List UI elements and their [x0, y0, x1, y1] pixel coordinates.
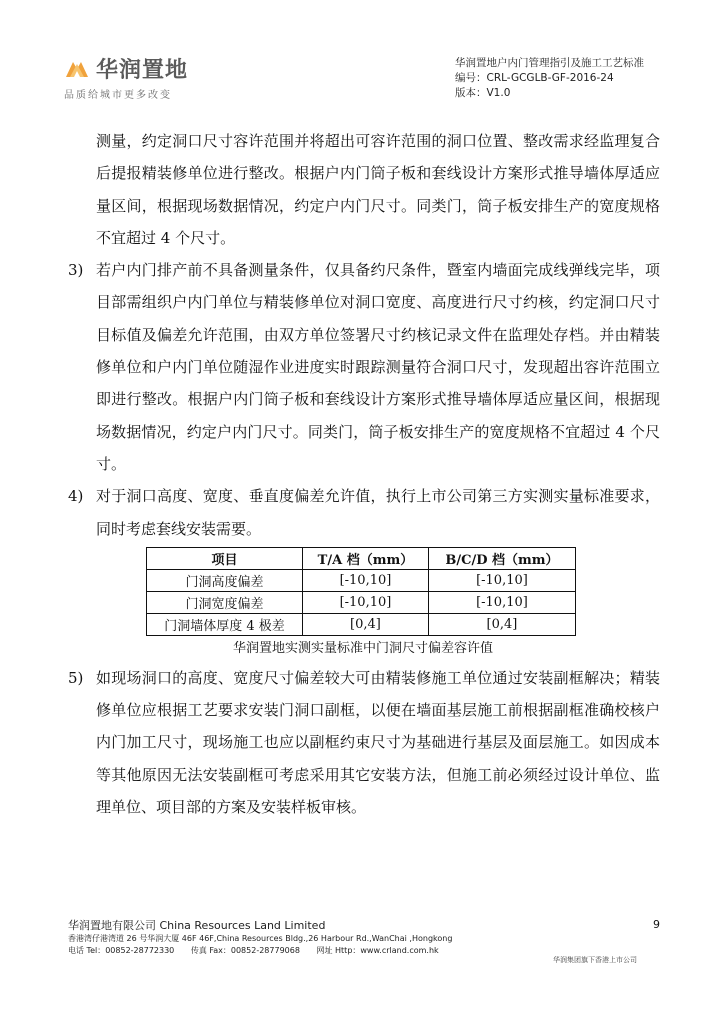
table-cell: 门洞宽度偏差 — [147, 591, 303, 613]
table-row — [147, 613, 576, 635]
table-cell: [0,4] — [303, 613, 429, 635]
logo-mark-icon — [64, 53, 90, 79]
table-header-cell: T/A 档（mm） — [303, 547, 429, 569]
list-item-number: 5) — [68, 668, 84, 687]
list-item-text: 如现场洞口的高度、宽度尺寸偏差较大可由精装修施工单位通过安装副框解决；精装修单位应根据工艺要求安装门洞口副框，以便在墙面基层施工前根据副框准确校核户内门加工尺寸，现场施工也应以副框约束尺寸为基础进行基层及面层施工。如因成本等其他原因无法安装副框可考虑采用其它安装方法，但施工前必须经过设计单位、监理单位、项目部的方案及安装样板审核。 — [96, 668, 660, 817]
table-row — [147, 591, 576, 613]
document-meta — [455, 56, 644, 101]
document-number: 编号：CRL-GCGLB-GF-2016-24 — [455, 72, 614, 84]
table-cell: [-10,10] — [428, 569, 575, 591]
document-version: 版本：V1.0 — [455, 87, 511, 99]
table-header-row — [147, 547, 576, 569]
footer-web: 网址 Http：www.crland.com.hk — [316, 946, 439, 955]
table-cell: [-10,10] — [303, 569, 429, 591]
deviation-table-block — [68, 547, 660, 656]
list-item-number: 3) — [68, 261, 84, 280]
footer-contact — [68, 945, 453, 957]
document-body — [68, 125, 660, 823]
table-cell: [-10,10] — [303, 591, 429, 613]
document-title: 华润置地户内门管理指引及施工工艺标准 — [455, 57, 644, 69]
footer-address: 香港湾仔港湾道 26 号华润大厦 46F 46F,China Resources Bldg.,26 Harbour Rd.,WanChai ,Hongkong — [68, 934, 453, 943]
paragraph-continued: 测量，约定洞口尺寸容许范围并将超出可容许范围的洞口位置、整改需求经监理复合后提报精装修单位进行整改。根据户内门筒子板和套线设计方案形式推导墙体厚适应量区间，根据现场数据情况，约定户内门尺寸。同类门，筒子板安排生产的宽度规格不宜超过 4 个尺寸。 — [96, 132, 660, 247]
list-item-3 — [68, 254, 660, 480]
footer-listed-note: 华润集团旗下香港上市公司 — [553, 956, 637, 964]
table-row — [147, 569, 576, 591]
table-cell: [-10,10] — [428, 591, 575, 613]
logo-slogan: 品质给城市更多改变 — [64, 90, 172, 101]
table-header-cell: 项目 — [147, 547, 303, 569]
table-cell: 门洞墙体厚度 4 极差 — [147, 613, 303, 635]
list-item-text: 对于洞口高度、宽度、垂直度偏差允许值，执行上市公司第三方实测实量标准要求，同时考虑套线安装需要。 — [96, 487, 660, 538]
footer-tel: 电话 Tel：00852-28772330 — [68, 946, 175, 955]
footer-fax: 传真 Fax：00852-28779068 — [190, 946, 300, 955]
list-item-4 — [68, 480, 660, 545]
table-header-cell: B/C/D 档（mm） — [428, 547, 575, 569]
deviation-table — [146, 547, 576, 636]
table-cell: 门洞高度偏差 — [147, 569, 303, 591]
table-cell: [0,4] — [428, 613, 575, 635]
footer-company: 华润置地有限公司 China Resources Land Limited — [68, 919, 326, 932]
list-item-text: 若户内门排产前不具备测量条件，仅具备约尺条件，暨室内墙面完成线弹线完毕，项目部需组织户内门单位与精装修单位对洞口宽度、高度进行尺寸约核，约定洞口尺寸目标值及偏差允许范围，由双方单位签署尺寸约核记录文件在监理处存档。并由精装修单位和户内门单位随湿作业进度实时跟踪测量符合洞口尺寸，发现超出容许范围立即进行整改。根据户内门筒子板和套线设计方案形式推导墙体厚适应量区间，根据现场数据情况，约定户内门尺寸。同类门，筒子板安排生产的宽度规格不宜超过 4 个尺寸。 — [96, 261, 660, 473]
table-caption: 华润置地实测实量标准中门洞尺寸偏差容许值 — [232, 640, 493, 656]
page-number: 9 — [653, 918, 660, 931]
page-footer — [68, 917, 453, 957]
list-item-number: 4) — [68, 487, 84, 506]
logo-name: 华润置地 — [96, 58, 189, 83]
list-item-5 — [68, 662, 660, 823]
